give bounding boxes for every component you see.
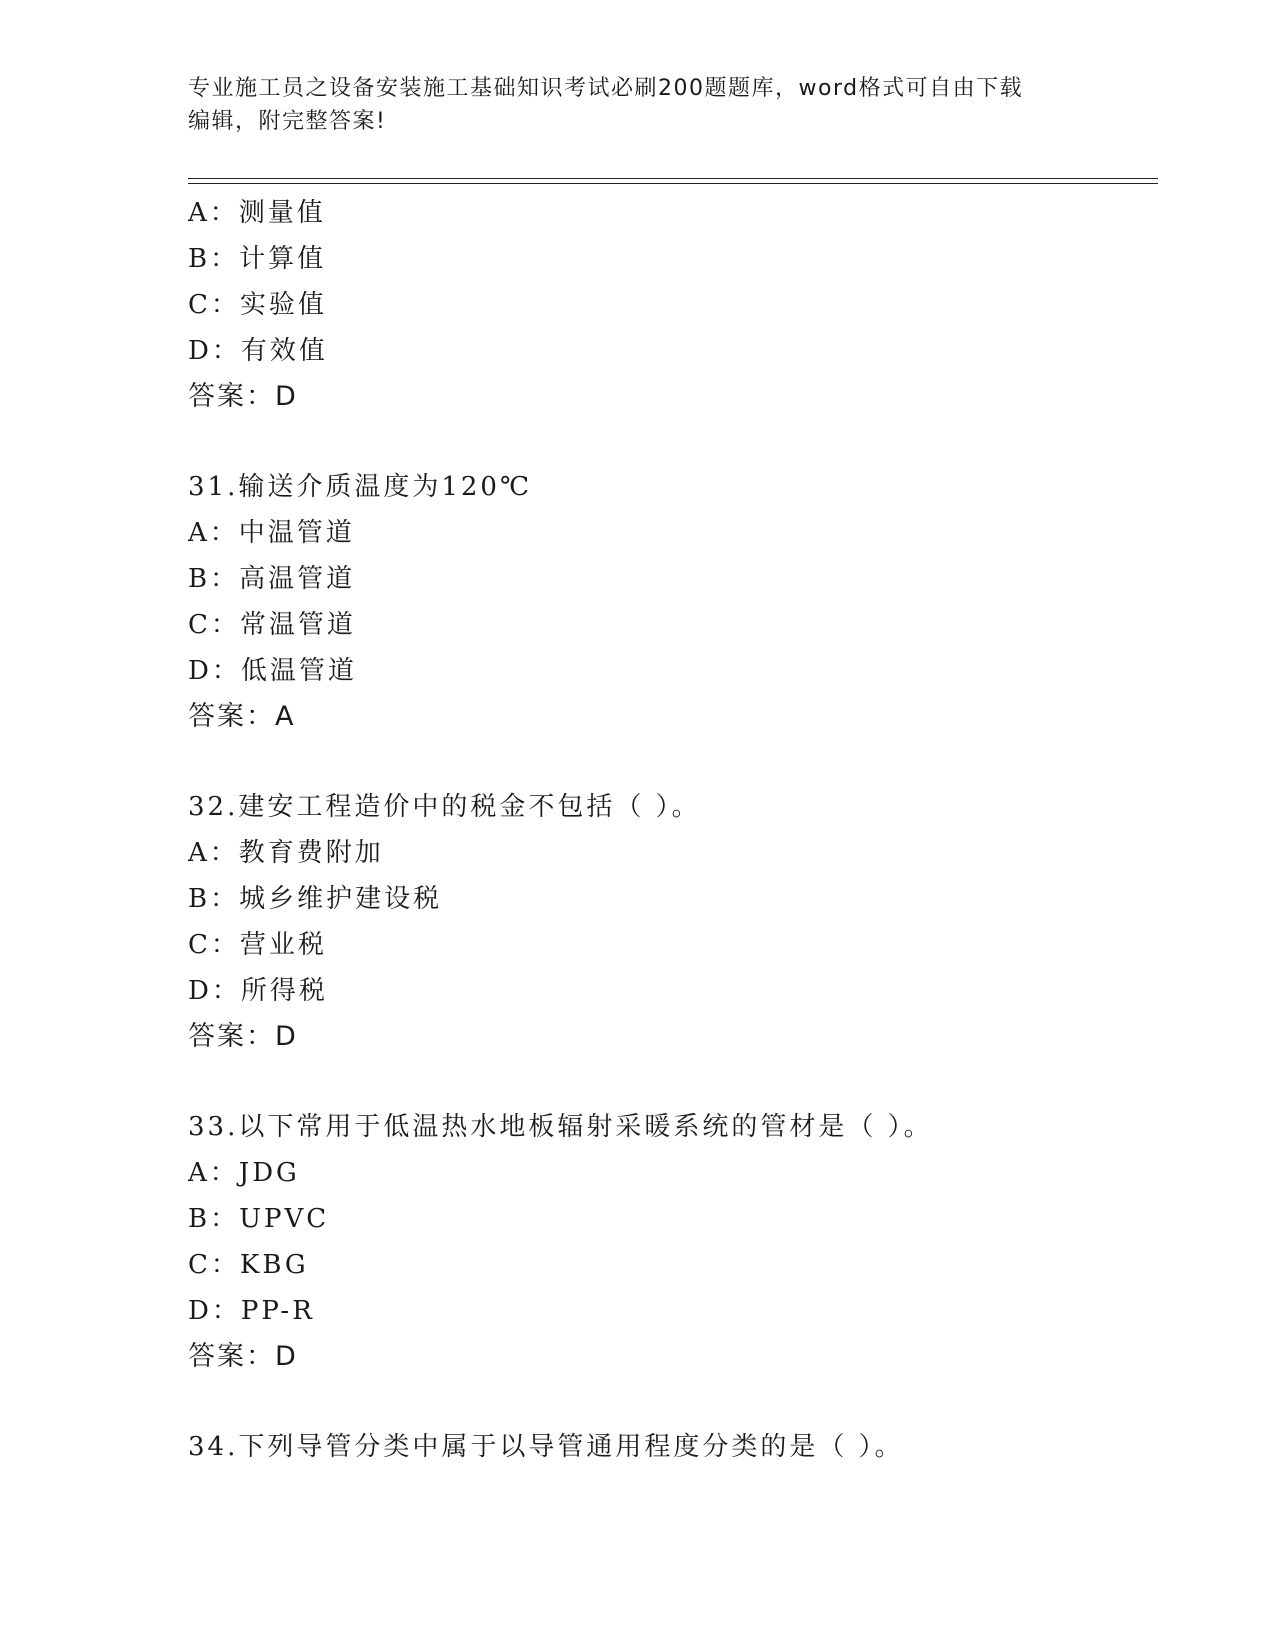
answer-line: 答案：D [188,381,298,412]
document-header [188,72,1088,138]
block-spacer [188,420,1158,464]
option-d: D：有效值 [188,336,328,366]
answer-line: 答案：D [188,1341,298,1372]
header-line-1: 专业施工员之设备安装施工基础知识考试必刷200题题库，word格式可自由下载 [188,76,1024,101]
option-a: A：中温管道 [188,518,355,548]
option-b: B：计算值 [188,244,327,274]
question-block [188,1424,1158,1470]
option-d: D：所得税 [188,976,328,1006]
option-d: D：PP-R [188,1296,315,1326]
option-c: C：常温管道 [188,610,356,640]
header-rule-top [188,178,1158,179]
block-spacer [188,1060,1158,1104]
question-text: 32.建安工程造价中的税金不包括（ ）。 [188,792,701,822]
question-text: 33.以下常用于低温热水地板辐射采暖系统的管材是（ ）。 [188,1112,933,1142]
option-c: C：KBG [188,1250,309,1280]
option-a: A：测量值 [188,198,326,228]
answer-line: 答案：D [188,1021,298,1052]
block-spacer [188,1380,1158,1424]
question-block [188,190,1158,420]
question-list [188,190,1158,1470]
option-b: B：城乡维护建设税 [188,884,443,914]
answer-line: 答案：A [188,701,296,732]
option-b: B：UPVC [188,1204,330,1234]
option-c: C：营业税 [188,930,327,960]
option-b: B：高温管道 [188,564,356,594]
option-a: A：JDG [188,1158,300,1188]
option-a: A：教育费附加 [188,838,384,868]
header-rule-bottom [188,183,1158,184]
question-block [188,464,1158,740]
option-c: C：实验值 [188,290,327,320]
question-block [188,784,1158,1060]
header-line-2: 编辑，附完整答案! [188,109,387,134]
question-block [188,1104,1158,1380]
question-text: 31.输送介质温度为120℃ [188,472,533,502]
block-spacer [188,740,1158,784]
question-text: 34.下列导管分类中属于以导管通用程度分类的是（ ）。 [188,1432,904,1462]
option-d: D：低温管道 [188,656,357,686]
